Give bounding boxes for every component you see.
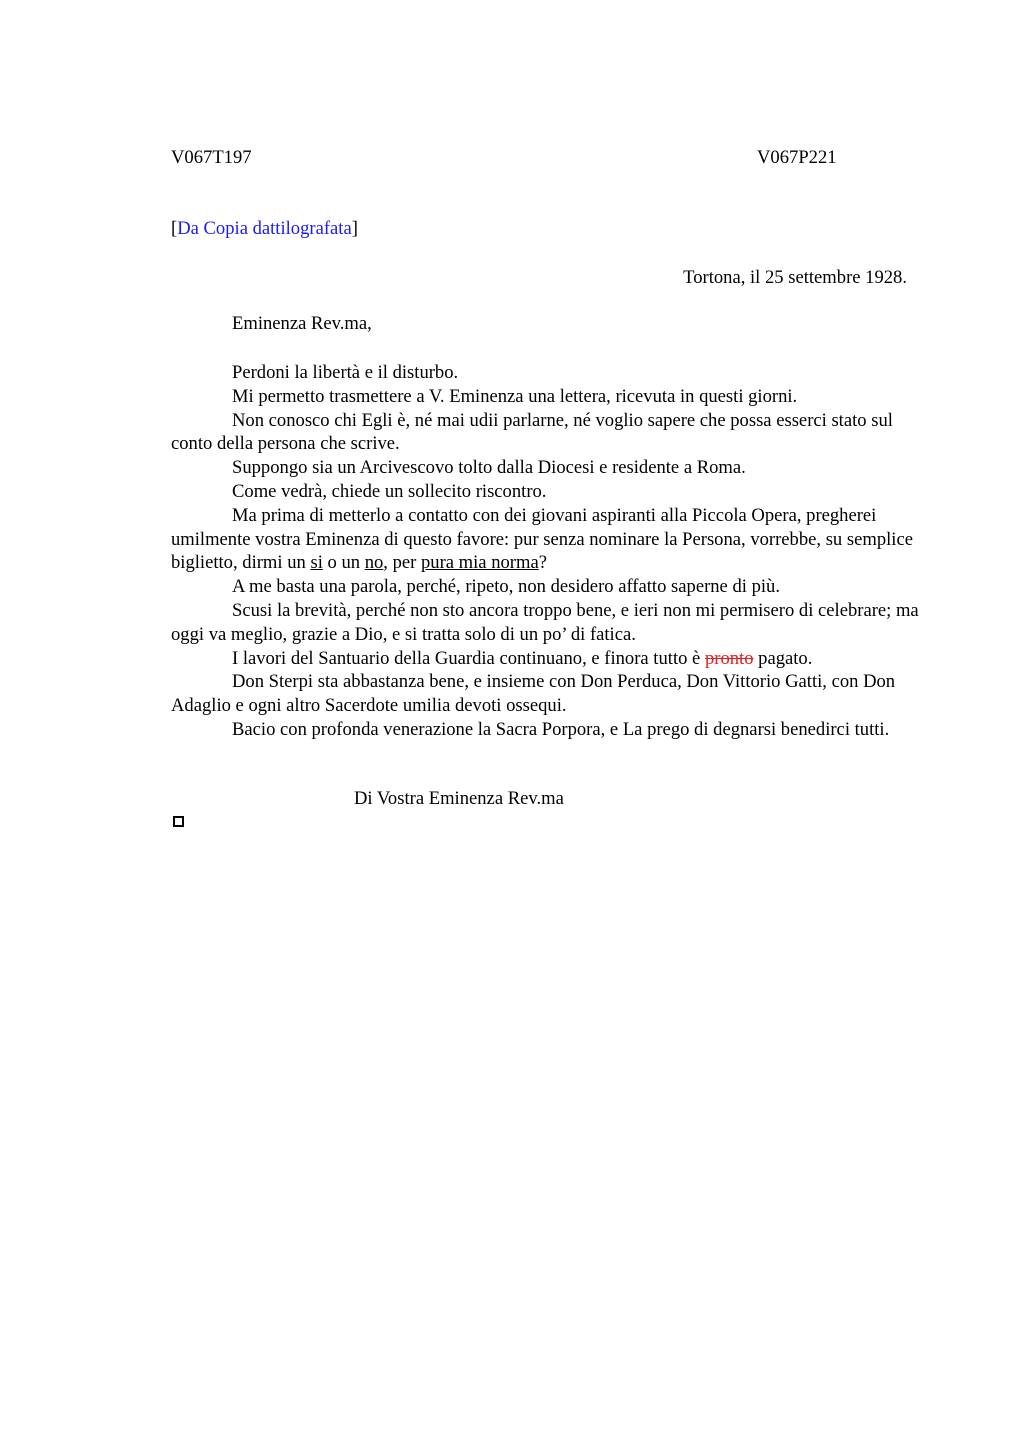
underlined-no: no [364, 552, 384, 574]
paragraph-2: Mi permetto trasmettere a V. Eminenza una lettera, ricevuta in questi giorni. [232, 385, 798, 407]
closing-line: Di Vostra Eminenza Rev.ma [354, 788, 564, 809]
paragraph-9-text-b: pagato. [753, 647, 813, 669]
underlined-si: si [310, 552, 323, 574]
source-note-close-bracket: ] [351, 218, 358, 239]
source-note-open-bracket: [ [171, 218, 178, 239]
paragraph-6-text-b: o un [322, 552, 365, 574]
paragraph-6-text-d: ? [538, 552, 547, 574]
paragraph-4: Suppongo sia un Arcivescovo tolto dalla Diocesi e residente a Roma. [232, 457, 746, 479]
salutation: Eminenza Rev.ma, [232, 313, 372, 334]
paragraph-7: A me basta una parola, perché, ripeto, non desidero affatto saperne di più. [232, 576, 780, 598]
paragraph-9 [171, 647, 923, 671]
document-code-left: V067T197 [171, 147, 252, 168]
paragraph-3: Non conosco chi Egli è, né mai udii parlarne, né voglio sapere che possa esserci stato sul conto della persona che scrive. [171, 409, 893, 455]
letter-body [171, 361, 923, 742]
paragraph-6 [171, 504, 923, 575]
paragraph-10: Don Sterpi sta abbastanza bene, e insieme con Don Perduca, Don Vittorio Gatti, con Don Adaglio e ogni altro Sacerdote umilia devoti ossequi. [171, 671, 896, 717]
paragraph-9-text-a: I lavori del Santuario della Guardia continuano, e finora tutto è [232, 647, 705, 669]
letter-date: Tortona, il 25 settembre 1928. [683, 267, 907, 288]
paragraph-5: Come vedrà, chiede un sollecito riscontro. [232, 480, 547, 502]
underlined-pura-mia-norma: pura mia norma [420, 552, 539, 574]
document-code-right: V067P221 [757, 147, 837, 168]
square-box-icon [173, 816, 184, 827]
source-note-text: Da Copia dattilografata [177, 218, 352, 239]
paragraph-8: Scusi la brevità, perché non sto ancora troppo bene, e ieri non mi permisero di celebrare; ma oggi va meglio, grazie a Dio, e si tratta solo di un po’ di fatica. [171, 599, 919, 645]
paragraph-6-text-a: Ma prima di metterlo a contatto con dei giovani aspiranti alla Piccola Opera, pregherei umilmente vostra Eminenza di questo favore: pur senza nominare la Persona, vorrebbe, su semplice biglietto, dirmi un [171, 504, 913, 574]
source-note [171, 217, 358, 241]
paragraph-11: Bacio con profonda venerazione la Sacra Porpora, e La prego di degnarsi benedirci tutti. [232, 718, 890, 740]
paragraph-1: Perdoni la libertà e il disturbo. [232, 362, 459, 383]
struck-word: pronto [704, 647, 754, 669]
paragraph-6-text-c: , per [383, 552, 421, 574]
